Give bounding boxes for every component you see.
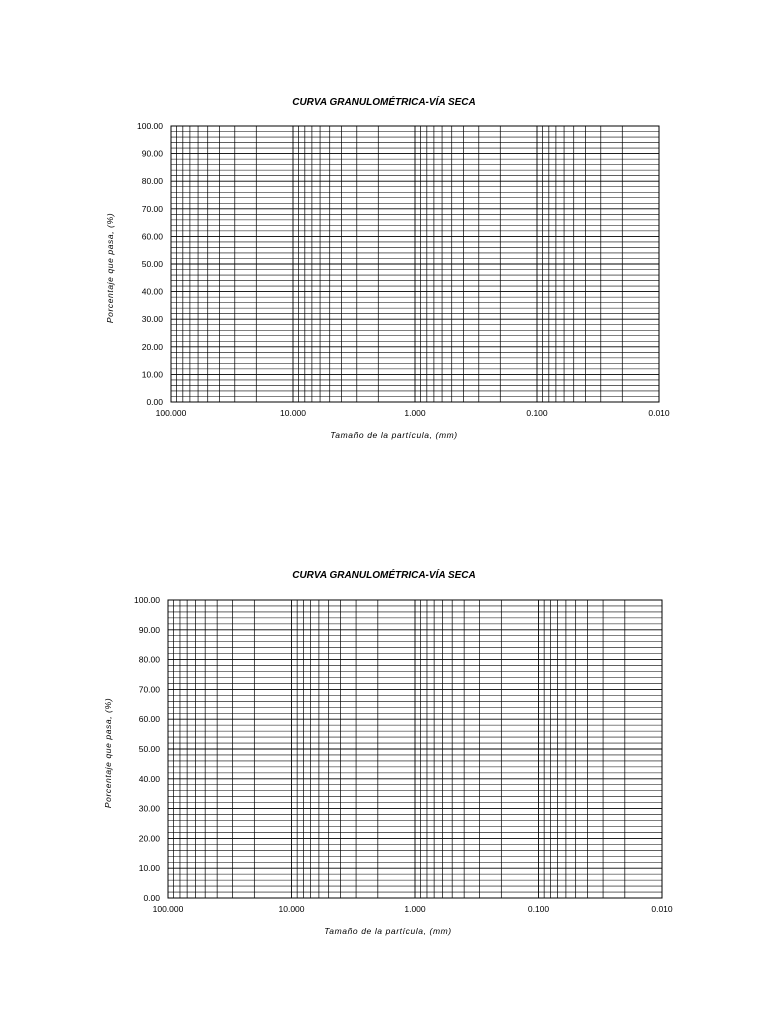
chart-2-x-tick-label: 0.010 bbox=[651, 904, 673, 914]
chart-1-y-tick-label: 90.00 bbox=[141, 148, 163, 159]
chart-1-x-tick-label: 10.000 bbox=[280, 408, 306, 418]
chart-1-y-tick-label: 10.00 bbox=[141, 369, 163, 380]
chart-2-y-tick-label: 50.00 bbox=[138, 744, 160, 754]
chart-2-y-axis-label: Porcentaje que pasa, (%) bbox=[103, 697, 113, 809]
chart-1-y-tick-label: 100.00 bbox=[137, 121, 163, 131]
chart-1-x-tick-label: 0.100 bbox=[526, 408, 548, 418]
chart-1-grid bbox=[171, 126, 659, 402]
chart-2-y-tick-label: 40.00 bbox=[138, 773, 160, 784]
chart-2-title: CURVA GRANULOMÉTRICA-VÍA SECA bbox=[292, 570, 476, 581]
chart-1 bbox=[105, 95, 670, 440]
chart-1-y-tick-label: 60.00 bbox=[141, 231, 163, 242]
chart-2-y-tick-label: 70.00 bbox=[138, 684, 160, 695]
chart-2 bbox=[103, 568, 673, 936]
chart-1-y-axis-label: Porcentaje que pasa, (%) bbox=[105, 212, 115, 324]
chart-2-grid bbox=[168, 600, 662, 898]
chart-2-x-tick-label: 1.000 bbox=[404, 904, 426, 914]
chart-1-x-tick-label: 100.000 bbox=[155, 408, 187, 418]
chart-2-y-tick-label: 100.00 bbox=[134, 595, 160, 605]
chart-2-x-tick-label: 100.000 bbox=[152, 904, 184, 914]
chart-2-y-tick-label: 0.00 bbox=[143, 893, 160, 903]
chart-1-y-tick-label: 70.00 bbox=[141, 203, 163, 214]
chart-2-y-tick-label: 10.00 bbox=[138, 863, 160, 874]
chart-2-x-axis-label: Tamaño de la partícula, (mm) bbox=[324, 926, 452, 936]
chart-2-x-ticks bbox=[153, 904, 673, 914]
chart-1-y-tick-label: 30.00 bbox=[141, 314, 163, 325]
chart-1-x-tick-label: 1.000 bbox=[404, 408, 426, 418]
chart-1-title: CURVA GRANULOMÉTRICA-VÍA SECA bbox=[292, 97, 476, 108]
chart-1-x-tick-label: 0.010 bbox=[648, 408, 670, 418]
chart-2-x-tick-label: 0.100 bbox=[527, 904, 550, 914]
chart-1-y-tick-label: 20.00 bbox=[141, 341, 163, 352]
chart-2-x-tick-label: 10.000 bbox=[278, 904, 305, 914]
chart-2-y-tick-label: 20.00 bbox=[138, 833, 160, 844]
chart-1-y-ticks bbox=[137, 121, 163, 407]
chart-1-x-axis-label: Tamaño de la partícula, (mm) bbox=[330, 430, 458, 440]
chart-2-y-ticks bbox=[134, 595, 160, 903]
chart-2-y-tick-label: 60.00 bbox=[138, 714, 160, 725]
chart-1-x-ticks bbox=[156, 408, 670, 418]
chart-1-y-tick-label: 40.00 bbox=[141, 286, 163, 297]
chart-2-y-tick-label: 80.00 bbox=[138, 654, 160, 665]
chart-1-y-tick-label: 0.00 bbox=[146, 397, 163, 407]
chart-2-y-tick-label: 90.00 bbox=[138, 624, 160, 635]
chart-2-y-tick-label: 30.00 bbox=[138, 803, 160, 814]
chart-1-y-tick-label: 80.00 bbox=[141, 176, 163, 187]
chart-1-y-tick-label: 50.00 bbox=[141, 259, 163, 269]
